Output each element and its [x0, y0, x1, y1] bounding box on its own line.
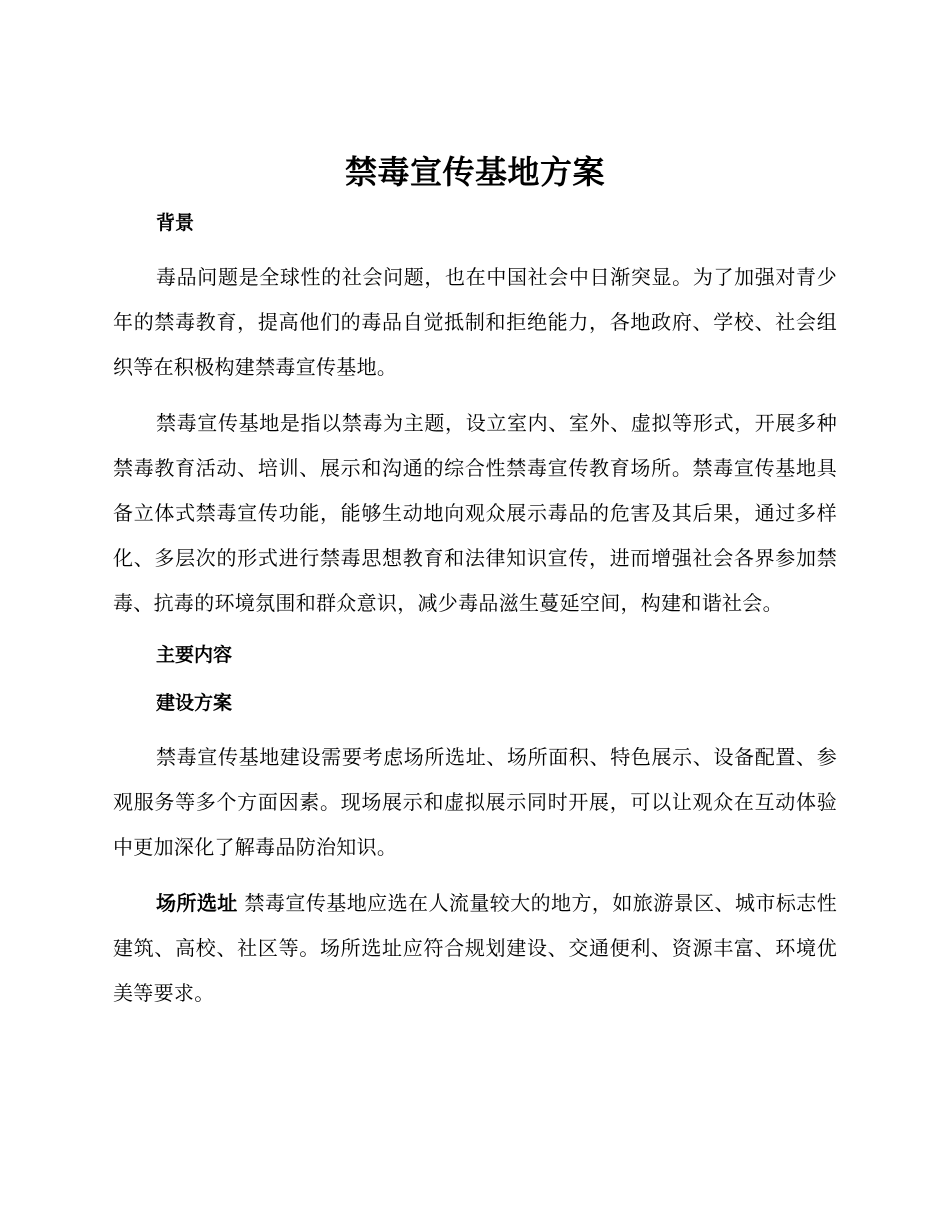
paragraph-site-selection: [113, 881, 837, 1016]
paragraph-construction: 禁毒宣传基地建设需要考虑场所选址、场所面积、特色展示、设备配置、参观服务等多个方面因素。现场展示和虚拟展示同时开展，可以让观众在互动体验中更加深化了解毒品防治知识。: [113, 745, 837, 859]
paragraph-background-2: 禁毒宣传基地是指以禁毒为主题，设立室内、室外、虚拟等形式，开展多种禁毒教育活动、培训、展示和沟通的综合性禁毒宣传教育场所。禁毒宣传基地具备立体式禁毒宣传功能，能够生动地向观众展示毒品的危害及其后果，通过多样化、多层次的形式进行禁毒思想教育和法律知识宣传，进而增强社会各界参加禁毒、抗毒的环境氛围和群众意识，减少毒品滋生蔓延空间，构建和谐社会。: [113, 411, 837, 615]
site-selection-text: 禁毒宣传基地应选在人流量较大的地方，如旅游景区、城市标志性建筑、高校、社区等。场所选址应符合规划建设、交通便利、资源丰富、环境优美等要求。: [113, 891, 838, 1005]
paragraph-background-1: 毒品问题是全球性的社会问题，也在中国社会中日渐突显。为了加强对青少年的禁毒教育，提高他们的毒品自觉抵制和拒绝能力，各地政府、学校、社会组织等在积极构建禁毒宣传基地。: [113, 265, 837, 379]
document-title: 禁毒宣传基地方案: [344, 153, 605, 191]
site-selection-lead: 场所选址: [156, 891, 238, 915]
heading-background: 背景: [156, 212, 195, 234]
heading-main-content: 主要内容: [156, 644, 233, 666]
heading-construction-plan: 建设方案: [156, 692, 233, 714]
document-body: [113, 150, 837, 1016]
